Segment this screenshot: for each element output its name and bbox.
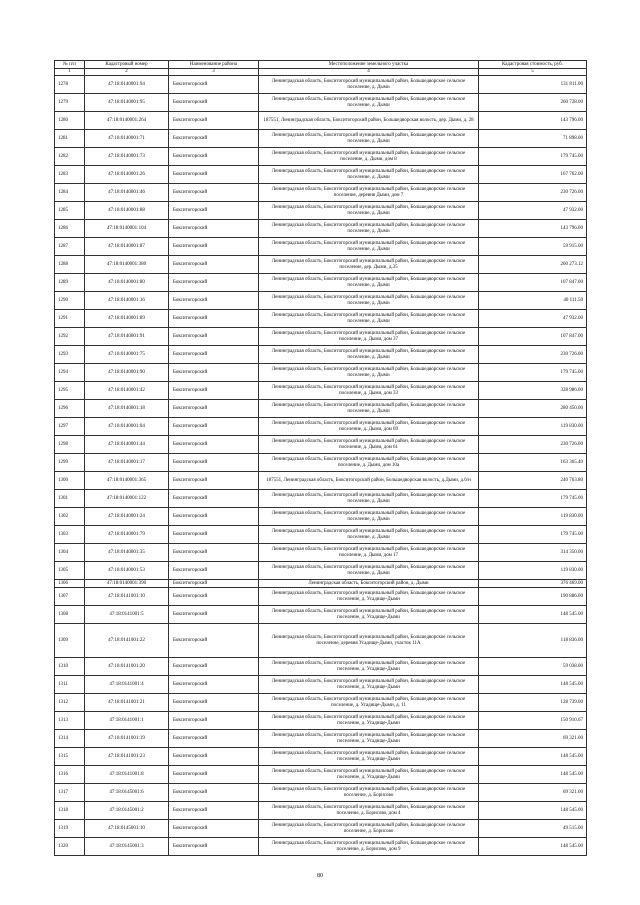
header-district: Наименование района (169, 61, 259, 69)
table-row (55, 838, 587, 856)
location: Ленинградская область, Бокситогорский муниципальный район, Большедворское сельское поселение, д. Усадище-Дыми (259, 658, 479, 676)
table-row (55, 310, 587, 328)
district-name: Бокситогорский (169, 766, 259, 784)
table-row (55, 148, 587, 166)
table-row (55, 94, 587, 112)
cadastral-value: 230 726.00 (479, 436, 587, 454)
table-row (55, 658, 587, 676)
location: Ленинградская область, Бокситогорский муниципальный район, Большедворское сельское поселение, д. Усадище-Дыми (259, 766, 479, 784)
row-number: 1312 (55, 694, 85, 712)
table-row (55, 490, 587, 508)
row-number: 1304 (55, 544, 85, 562)
column-index: 2 (85, 69, 169, 76)
location: Ленинградская область, Бокситогорский муниципальный район, Большедворское сельское поселение, д. Дыми, дом 33 (259, 382, 479, 400)
row-number: 1309 (55, 624, 85, 658)
district-name: Бокситогорский (169, 328, 259, 346)
table-row (55, 748, 587, 766)
district-name: Бокситогорский (169, 130, 259, 148)
district-name: Бокситогорский (169, 624, 259, 658)
row-number: 1303 (55, 526, 85, 544)
row-number: 1310 (55, 658, 85, 676)
row-number: 1317 (55, 784, 85, 802)
header-location: Местоположение земельного участка (259, 61, 479, 69)
district-name: Бокситогорский (169, 606, 259, 624)
location: Ленинградская область, Бокситогорский муниципальный район, Большедворское сельское поселение, д. Дыми (259, 346, 479, 364)
table-row (55, 508, 587, 526)
table-row (55, 238, 587, 256)
table-row (55, 436, 587, 454)
location: Ленинградская область, Бокситогорский муниципальный район, Большедворское сельское поселение, д. Дыми (259, 130, 479, 148)
row-number: 1319 (55, 820, 85, 838)
table-row (55, 328, 587, 346)
district-name: Бокситогорский (169, 436, 259, 454)
cadastral-value: 190 886.00 (479, 588, 587, 606)
column-index: 3 (169, 69, 259, 76)
location: Ленинградская область, Бокситогорский муниципальный район, Большедворское сельское поселение, д. Дыми, дом 10а (259, 454, 479, 472)
table-row (55, 712, 587, 730)
cadastral-value: 179 745.00 (479, 490, 587, 508)
row-number: 1294 (55, 364, 85, 382)
row-number: 1293 (55, 346, 85, 364)
cadastral-value: 150 910.67 (479, 712, 587, 730)
table-row (55, 544, 587, 562)
cadastral-value: 131 811.00 (479, 76, 587, 94)
cadastral-number: 47:18:0140001:16 (85, 292, 169, 310)
location: Ленинградская область, Бокситогорский муниципальный район, Большедворское сельское поселение, д. Дыми (259, 490, 479, 508)
table-row (55, 526, 587, 544)
district-name: Бокситогорский (169, 508, 259, 526)
location: Ленинградская область, Бокситогорский муниципальный район, Большедворское сельское поселение, д. Усадище-Дыми (259, 748, 479, 766)
cadastral-value: 71 898.00 (479, 130, 587, 148)
location: Ленинградская область, Бокситогорский муниципальный район, Большедворское сельское поселение, д. Дыми, дом 69 (259, 418, 479, 436)
table-row (55, 454, 587, 472)
location: Ленинградская область, Бокситогорский муниципальный район, Большедворское сельское поселение, д. Усадище-Дыми (259, 606, 479, 624)
cadastral-value: 143 796.00 (479, 220, 587, 238)
location: Ленинградская область, Бокситогорский муниципальный район, Большедворское сельское поселение, д. Дыми, дом 17 (259, 544, 479, 562)
cadastral-value: 143 796.00 (479, 112, 587, 130)
row-number: 1297 (55, 418, 85, 436)
cadastral-number: 47:18:0140001:380 (85, 256, 169, 274)
cadastral-value: 260 728.00 (479, 94, 587, 112)
table-row (55, 400, 587, 418)
cadastral-number: 47:18:0141001:23 (85, 748, 169, 766)
cadastral-value: 148 545.00 (479, 676, 587, 694)
district-name: Бокситогорский (169, 472, 259, 490)
row-number: 1285 (55, 202, 85, 220)
row-number: 1286 (55, 220, 85, 238)
cadastral-value-table (54, 60, 587, 856)
district-name: Бокситогорский (169, 346, 259, 364)
district-name: Бокситогорский (169, 202, 259, 220)
cadastral-number: 47:18:0145001:3 (85, 838, 169, 856)
district-name: Бокситогорский (169, 580, 259, 588)
cadastral-number: 47:18:0140001:53 (85, 562, 169, 580)
table-row (55, 418, 587, 436)
district-name: Бокситогорский (169, 94, 259, 112)
location: Ленинградская область, Бокситогорский муниципальный район, Большедворское сельское поселение, д. Дыми (259, 292, 479, 310)
cadastral-number: 47:18:0140001:390 (85, 580, 169, 588)
cadastral-number: 47:18:0140001:91 (85, 328, 169, 346)
table-row (55, 256, 587, 274)
row-number: 1302 (55, 508, 85, 526)
row-number: 1314 (55, 730, 85, 748)
district-name: Бокситогорский (169, 490, 259, 508)
page-number: 80 (317, 873, 323, 879)
row-number: 1280 (55, 112, 85, 130)
cadastral-number: 47:18:0140001:17 (85, 454, 169, 472)
district-name: Бокситогорский (169, 112, 259, 130)
location: Ленинградская область, Бокситогорский муниципальный район, Большедворское сельское поселение, д. Дыми, дом 61 (259, 436, 479, 454)
table-row (55, 562, 587, 580)
table-row (55, 606, 587, 624)
cadastral-value: 107 847.00 (479, 328, 587, 346)
cadastral-value: 69 321.00 (479, 784, 587, 802)
cadastral-number: 47:18:0140001:365 (85, 472, 169, 490)
district-name: Бокситогорский (169, 256, 259, 274)
district-name: Бокситогорский (169, 400, 259, 418)
cadastral-value: 376 469.00 (479, 580, 587, 588)
district-name: Бокситогорский (169, 364, 259, 382)
header-cadastral-value: Кадастровая стоимость, руб. (479, 61, 587, 69)
row-number: 1278 (55, 76, 85, 94)
table-row (55, 364, 587, 382)
cadastral-number: 47:18:0140001:75 (85, 346, 169, 364)
row-number: 1281 (55, 130, 85, 148)
row-number: 1283 (55, 166, 85, 184)
cadastral-number: 47:18:0140001:18 (85, 400, 169, 418)
location: Ленинградская область, Бокситогорский муниципальный район, Большедворское сельское поселение, д. Дыми (259, 274, 479, 292)
district-name: Бокситогорский (169, 658, 259, 676)
column-index: 5 (479, 69, 587, 76)
cadastral-value: 148 545.00 (479, 766, 587, 784)
cadastral-value: 148 545.00 (479, 838, 587, 856)
cadastral-number: 47:18:0140001:88 (85, 202, 169, 220)
row-number: 1279 (55, 94, 85, 112)
location: Ленинградская область, Бокситогорский муниципальный район, Большедворское сельское поселение, д. Борисово (259, 820, 479, 838)
header-num: № п/п (55, 61, 85, 69)
cadastral-value: 230 726.00 (479, 184, 587, 202)
location: Ленинградская область, Бокситогорский муниципальный район, Большедворское сельское поселение, деревня Дыми, дом 7 (259, 184, 479, 202)
cadastral-number: 47:18:0141001:10 (85, 588, 169, 606)
cadastral-number: 47:18:0141001:20 (85, 658, 169, 676)
table-row (55, 184, 587, 202)
location: Ленинградская область, Бокситогорский муниципальный район, Большедворское сельское поселение, д. Дыми (259, 400, 479, 418)
row-number: 1313 (55, 712, 85, 730)
cadastral-value: 69 321.00 (479, 730, 587, 748)
district-name: Бокситогорский (169, 184, 259, 202)
table-row (55, 166, 587, 184)
column-index-row (55, 69, 587, 76)
district-name: Бокситогорский (169, 784, 259, 802)
location: 187551, Ленинградская область, Бокситогорский район, Большедворская волость, д.Дыми, д.6/н (259, 472, 479, 490)
cadastral-number: 47:18:0140001:94 (85, 76, 169, 94)
table-row (55, 784, 587, 802)
row-number: 1284 (55, 184, 85, 202)
district-name: Бокситогорский (169, 526, 259, 544)
cadastral-number: 47:18:0145001:6 (85, 784, 169, 802)
row-number: 1308 (55, 606, 85, 624)
district-name: Бокситогорский (169, 676, 259, 694)
column-index: 4 (259, 69, 479, 76)
cadastral-value: 148 545.00 (479, 606, 587, 624)
cadastral-number: 47:18:0140001:264 (85, 112, 169, 130)
district-name: Бокситогорский (169, 292, 259, 310)
table-row (55, 202, 587, 220)
table-row (55, 130, 587, 148)
district-name: Бокситогорский (169, 562, 259, 580)
location: Ленинградская область, Бокситогорский муниципальный район, Большедворское сельское поселение, д. Борисово (259, 784, 479, 802)
cadastral-value: 59 038.00 (479, 658, 587, 676)
table-row (55, 76, 587, 94)
cadastral-number: 47:18:0140001:87 (85, 238, 169, 256)
cadastral-value: 260 273.12 (479, 256, 587, 274)
cadastral-number: 47:18:0140001:42 (85, 382, 169, 400)
table-row (55, 694, 587, 712)
table-row (55, 346, 587, 364)
cadastral-value: 118 836.00 (479, 624, 587, 658)
cadastral-value: 280 450.00 (479, 400, 587, 418)
location: Ленинградская область, Бокситогорский муниципальный район, Большедворское сельское поселение, деревня Усадище-Дыми, участок 11А (259, 624, 479, 658)
cadastral-number: 47:18:0145001:10 (85, 820, 169, 838)
row-number: 1316 (55, 766, 85, 784)
table-row (55, 274, 587, 292)
location: Ленинградская область, Бокситогорский муниципальный район, Большедворское сельское поселение, д. Усадище-Дыми (259, 730, 479, 748)
row-number: 1315 (55, 748, 85, 766)
row-number: 1282 (55, 148, 85, 166)
cadastral-number: 47:18:0140001:71 (85, 130, 169, 148)
cadastral-value: 119 830.00 (479, 562, 587, 580)
row-number: 1311 (55, 676, 85, 694)
district-name: Бокситогорский (169, 588, 259, 606)
cadastral-number: 47:18:0145001:2 (85, 802, 169, 820)
row-number: 1290 (55, 292, 85, 310)
location: Ленинградская область, Бокситогорский муниципальный район, Большедворское сельское поселение, д. Усадище-Дыми (259, 676, 479, 694)
cadastral-number: 47:18:0141001:4 (85, 676, 169, 694)
cadastral-number: 47:18:0140001:80 (85, 274, 169, 292)
table-row (55, 382, 587, 400)
table-row (55, 766, 587, 784)
cadastral-number: 47:18:0140001:90 (85, 364, 169, 382)
cadastral-value: 240 763.80 (479, 472, 587, 490)
cadastral-value: 163 365.40 (479, 454, 587, 472)
table-header-row (55, 61, 587, 69)
cadastral-number: 47:18:0140001:104 (85, 220, 169, 238)
district-name: Бокситогорский (169, 274, 259, 292)
location: Ленинградская область, Бокситогорский муниципальный район, Большедворское сельское поселение, д. Борисово, дом 9 (259, 838, 479, 856)
location: Ленинградская область, Бокситогорский муниципальный район, Большедворское сельское поселение, д. Дыми, дом 8 (259, 148, 479, 166)
row-number: 1295 (55, 382, 85, 400)
location: Ленинградская область, Бокситогорский муниципальный район, Большедворское сельское поселение, д. Дыми (259, 364, 479, 382)
location: Ленинградская область, Бокситогорский муниципальный район, Большедворское сельское поселение, дер. Дыми, д.35 (259, 256, 479, 274)
cadastral-value: 128 739.00 (479, 694, 587, 712)
table-row (55, 820, 587, 838)
cadastral-number: 47:18:0140001:122 (85, 490, 169, 508)
cadastral-value: 328 986.00 (479, 382, 587, 400)
cadastral-number: 47:18:0140001:46 (85, 184, 169, 202)
location: 187551, Ленинградская область, Бокситогорский район, Большедворская волость, дер. Дыми, д. 28 (259, 112, 479, 130)
table-body (55, 76, 587, 856)
cadastral-number: 47:18:0140001:35 (85, 544, 169, 562)
row-number: 1289 (55, 274, 85, 292)
district-name: Бокситогорский (169, 730, 259, 748)
cadastral-number: 47:18:0140001:79 (85, 526, 169, 544)
cadastral-value: 47 932.00 (479, 202, 587, 220)
table-row (55, 292, 587, 310)
row-number: 1318 (55, 802, 85, 820)
row-number: 1298 (55, 436, 85, 454)
cadastral-number: 47:18:0140001:89 (85, 310, 169, 328)
cadastral-value: 119 830.00 (479, 508, 587, 526)
document-sheet (54, 60, 586, 856)
district-name: Бокситогорский (169, 838, 259, 856)
district-name: Бокситогорский (169, 694, 259, 712)
location: Ленинградская область, Бокситогорский муниципальный район, Большедворское сельское поселение, д. Дыми (259, 220, 479, 238)
row-number: 1300 (55, 472, 85, 490)
table-row (55, 580, 587, 588)
cadastral-value: 59 915.00 (479, 238, 587, 256)
table-row (55, 220, 587, 238)
table-row (55, 676, 587, 694)
cadastral-value: 179 745.00 (479, 364, 587, 382)
cadastral-value: 40 111.50 (479, 292, 587, 310)
cadastral-value: 179 745.00 (479, 526, 587, 544)
cadastral-number: 47:18:0141001:19 (85, 730, 169, 748)
district-name: Бокситогорский (169, 166, 259, 184)
district-name: Бокситогорский (169, 382, 259, 400)
cadastral-number: 47:18:0141001:22 (85, 624, 169, 658)
cadastral-value: 148 545.00 (479, 802, 587, 820)
district-name: Бокситогорский (169, 238, 259, 256)
cadastral-value: 179 745.00 (479, 148, 587, 166)
cadastral-number: 47:18:0140001:04 (85, 418, 169, 436)
district-name: Бокситогорский (169, 820, 259, 838)
cadastral-number: 47:18:0140001:24 (85, 508, 169, 526)
row-number: 1307 (55, 588, 85, 606)
row-number: 1288 (55, 256, 85, 274)
row-number: 1292 (55, 328, 85, 346)
row-number: 1301 (55, 490, 85, 508)
location: Ленинградская область, Бокситогорский муниципальный район, Большедворское сельское поселение, д. Дыми (259, 94, 479, 112)
cadastral-number: 47:18:0140001:44 (85, 436, 169, 454)
location: Ленинградская область, Бокситогорский муниципальный район, Большедворское сельское поселение, д. Усадище-Дыми (259, 588, 479, 606)
district-name: Бокситогорский (169, 802, 259, 820)
location: Ленинградская область, Бокситогорский муниципальный район, Большедворское сельское поселение, д. Дыми (259, 238, 479, 256)
cadastral-number: 47:18:0140001:26 (85, 166, 169, 184)
cadastral-value: 119 830.00 (479, 418, 587, 436)
cadastral-number: 47:18:0141001:21 (85, 694, 169, 712)
district-name: Бокситогорский (169, 454, 259, 472)
location: Ленинградская область, Бокситогорский муниципальный район, Большедворское сельское поселение, д. Дыми (259, 76, 479, 94)
district-name: Бокситогорский (169, 712, 259, 730)
location: Ленинградская область, Бокситогорский муниципальный район, Большедворское сельское поселение, д. Дыми (259, 508, 479, 526)
row-number: 1291 (55, 310, 85, 328)
row-number: 1287 (55, 238, 85, 256)
row-number: 1320 (55, 838, 85, 856)
cadastral-value: 148 545.00 (479, 748, 587, 766)
row-number: 1299 (55, 454, 85, 472)
district-name: Бокситогорский (169, 748, 259, 766)
header-cadastral-number: Кадастровый номер (85, 61, 169, 69)
district-name: Бокситогорский (169, 220, 259, 238)
table-row (55, 624, 587, 658)
location: Ленинградская область, Бокситогорский муниципальный район, Большедворское сельское поселение, д. Усадище-Дыми, д. 11 (259, 694, 479, 712)
row-number: 1306 (55, 580, 85, 588)
column-index: 1 (55, 69, 85, 76)
location: Ленинградская область, Бокситогорский район, д. Дыми (259, 580, 479, 588)
location: Ленинградская область, Бокситогорский муниципальный район, Большедворское сельское поселение, д. Дыми (259, 562, 479, 580)
table-row (55, 802, 587, 820)
district-name: Бокситогорский (169, 544, 259, 562)
cadastral-number: 47:18:0141001:5 (85, 606, 169, 624)
location: Ленинградская область, Бокситогорский муниципальный район, Большедворское сельское поселение, д. Усадище-Дыми (259, 712, 479, 730)
location: Ленинградская область, Бокситогорский муниципальный район, Большедворское сельское поселение, д. Дыми (259, 202, 479, 220)
cadastral-number: 47:18:0140001:95 (85, 94, 169, 112)
table-row (55, 730, 587, 748)
cadastral-value: 47 932.00 (479, 310, 587, 328)
cadastral-value: 230 726.00 (479, 346, 587, 364)
location: Ленинградская область, Бокситогорский муниципальный район, Большедворское сельское поселение, д. Дыми (259, 166, 479, 184)
cadastral-value: 49 515.00 (479, 820, 587, 838)
table-row (55, 112, 587, 130)
cadastral-value: 107 847.00 (479, 274, 587, 292)
location: Ленинградская область, Бокситогорский муниципальный район, Большедворское сельское поселение, д. Дыми, дом 37 (259, 328, 479, 346)
district-name: Бокситогорский (169, 148, 259, 166)
cadastral-value: 314 350.00 (479, 544, 587, 562)
row-number: 1296 (55, 400, 85, 418)
table-row (55, 472, 587, 490)
location: Ленинградская область, Бокситогорский муниципальный район, Большедворское сельское поселение, д. Дыми (259, 310, 479, 328)
table-row (55, 588, 587, 606)
cadastral-number: 47:18:0141001:1 (85, 712, 169, 730)
location: Ленинградская область, Бокситогорский муниципальный район, Большедворское сельское поселение, д. Дыми (259, 526, 479, 544)
district-name: Бокситогорский (169, 76, 259, 94)
cadastral-number: 47:18:0140001:73 (85, 148, 169, 166)
location: Ленинградская область, Бокситогорский муниципальный район, Большедворское сельское поселение, д. Борисово, дом 4 (259, 802, 479, 820)
cadastral-number: 47:18:0141001:8 (85, 766, 169, 784)
cadastral-value: 167 762.00 (479, 166, 587, 184)
district-name: Бокситогорский (169, 310, 259, 328)
district-name: Бокситогорский (169, 418, 259, 436)
row-number: 1305 (55, 562, 85, 580)
